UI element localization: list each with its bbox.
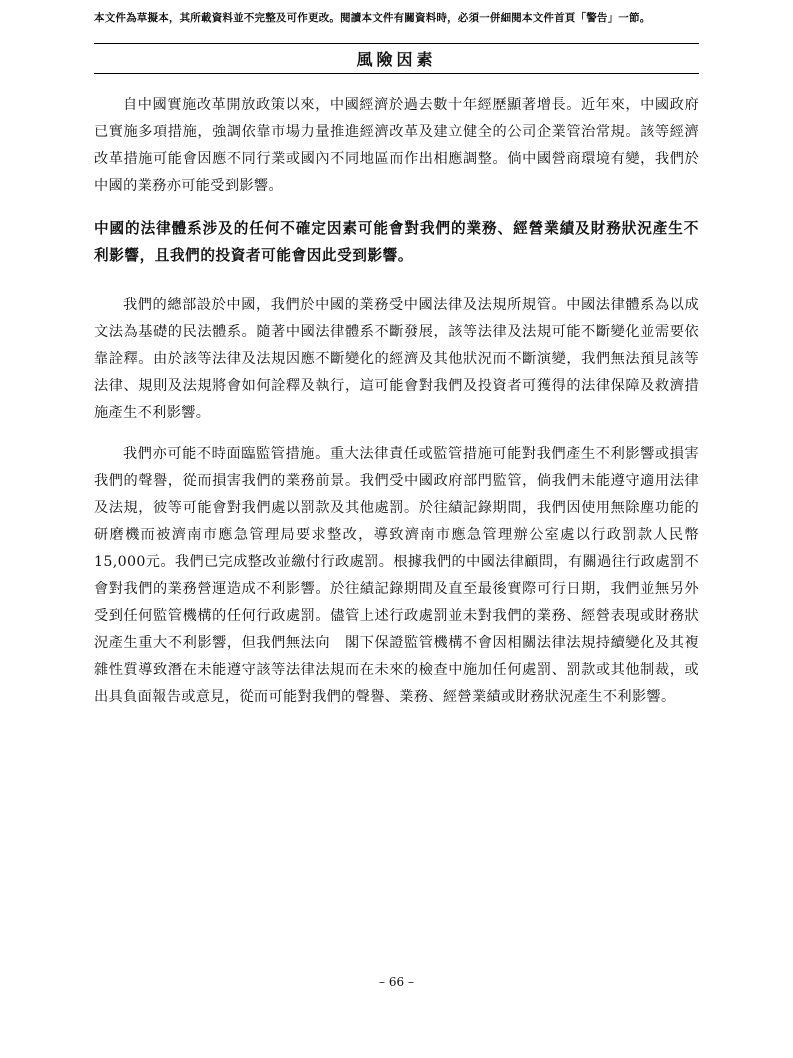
paragraph-legal-system: 我們的總部設於中國，我們於中國的業務受中國法律及法規所規管。中國法律體系為以成文法為基礎的民法體系。隨著中國法律體系不斷發展，該等法律及法規可能不斷變化並需要依靠詮釋。由於該等法律及法規因應不斷變化的經濟及其他狀況而不斷演變，我們無法預見該等法律、規則及法規將會如何詮釋及執行，這可能會對我們及投資者可獲得的法律保障及救濟措施產生不利影響。 <box>94 297 699 421</box>
header-rule-top <box>94 43 699 44</box>
page-number: – 66 – <box>379 975 414 989</box>
risk-heading-legal-system: 中國的法律體系涉及的任何不確定因素可能會對我們的業務、經營業績及財務狀況產生不利影響，且我們的投資者可能會因此受到影響。 <box>94 220 699 264</box>
section-title: 風險因素 <box>356 50 437 69</box>
paragraph-economic-reform: 自中國實施改革開放政策以來，中國經濟於過去數十年經歷顯著增長。近年來，中國政府已實施多項措施，強調依靠市場力量推進經濟改革及建立健全的公司企業管治常規。該等經濟改革措施可能會因應不同行業或國內不同地區而作出相應調整。倘中國營商環境有變，我們於中國的業務亦可能受到影響。 <box>94 97 699 194</box>
paragraph-regulatory-measures: 我們亦可能不時面臨監管措施。重大法律責任或監管措施可能對我們產生不利影響或損害我們的聲譽，從而損害我們的業務前景。我們受中國政府部門監管，倘我們未能遵守適用法律及法規，彼等可能會對我們處以罰款及其他處罰。於往績記錄期間，我們因使用無除塵功能的研磨機而被濟南市應急管理局要求整改，導致濟南市應急管理辦公室處以行政罰款人民幣15,000元。我們已完成整改並繳付行政處罰。根據我們的中國法律顧問，有關過往行政處罰不會對我們的業務營運造成不利影響。於往績記錄期間及直至最後實際可行日期，我們並無另外受到任何監管機構的任何行政處罰。儘管上述行政處罰並未對我們的業務、經營表現或財務狀況產生重大不利影響，但我們無法向 閣下保證監管機構不會因相關法律法規持續變化及其複雜性質導致潛在未能遵守該等法律法規而在未來的檢查中施加任何處罰、罰款或其他制裁，或出具負面報告或意見，從而可能對我們的聲譽、業務、經營業績或財務狀況產生不利影響。 <box>94 446 699 705</box>
draft-notice: 本文件為草擬本，其所載資料並不完整及可作更改。閱讀本文件有關資料時，必須一併細閱本文件首頁「警告」一節。 <box>94 12 651 24</box>
header-rule-bottom <box>94 73 699 74</box>
